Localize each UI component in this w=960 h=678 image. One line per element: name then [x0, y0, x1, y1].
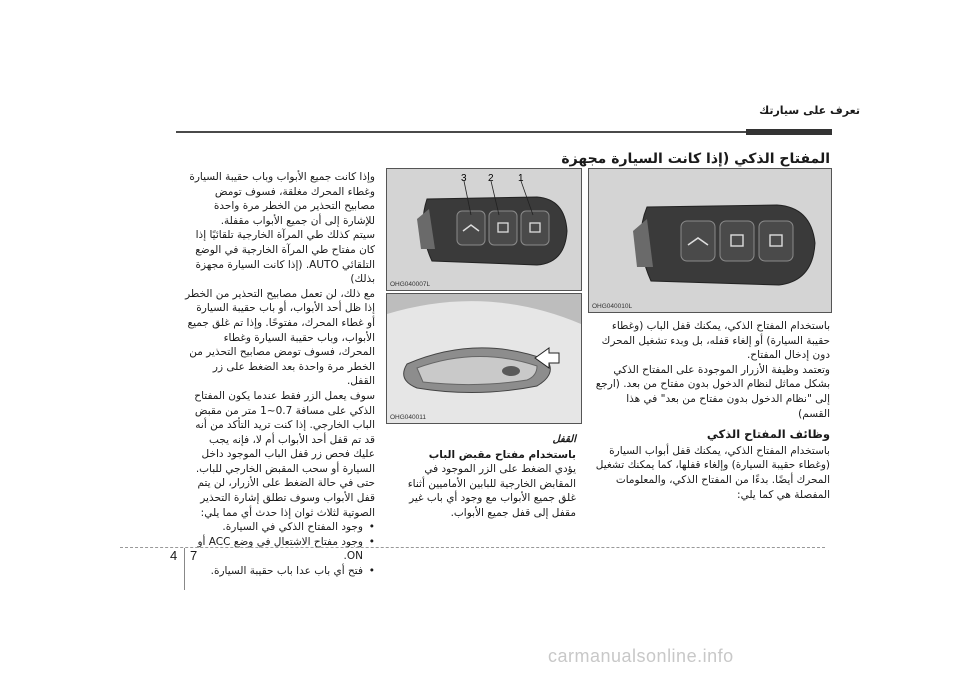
list-item: • وجود مفتاح الاشتعال في وضع ACC أو ON.: [185, 535, 375, 564]
list-item: • وجود المفتاح الذكي في السيارة.: [185, 520, 375, 535]
paragraph: باستخدام المفتاح الذكي، يمكنك قفل الباب (وغطاء حقيبة السيارة) أو إلغاء قفله، بل وبدء تشغيل المحرك دون إدخال المفتاح.: [601, 320, 830, 362]
bullet-list: [185, 520, 375, 578]
middle-text-column: [394, 433, 576, 521]
caption-door-handle: باستخدام مفتاح مقبض الباب: [428, 448, 576, 461]
caption-lock: القفل: [552, 434, 576, 445]
callout-2: 2: [488, 173, 494, 184]
paragraph: حتى في حالة الضغط على الأزرار، لن يتم قفل الأبواب وسوف تطلق إشارة التحذير الصوتية لثلاث ثوان إذا حدث أي مما يلي:: [197, 477, 375, 519]
key-fob-figure: [588, 168, 832, 313]
key-fob-illustration: [387, 169, 581, 290]
figure-code: OHG040011: [390, 414, 427, 421]
header-rule: [176, 131, 830, 133]
list-item: • فتح أي باب عدا باب حقيبة السيارة.: [185, 564, 375, 579]
door-handle-figure: [386, 293, 582, 424]
page-number: 7: [190, 548, 198, 563]
left-text-column: [185, 170, 375, 579]
paragraph: سوف يعمل الزر فقط عندما يكون المفتاح الذكي على مسافة 0.7~1 متر من مقبض الباب الخارجي. إذا كنت تريد التأكد من أنه قد تم قفل أحد الأبواب أم لا، فإنه يجب عليك فحص زر قفل الباب الموجود داخل السيارة أو سحب المقبض الخارجي للباب.: [194, 389, 375, 475]
paragraph: وإذا كانت جميع الأبواب وباب حقيبة السيارة وغطاء المحرك مغلقة، فسوف تومض مصابيح التحذير من الخطر مرة واحدة للإشارة إلى أن جميع الأبواب مقفلة.: [189, 171, 375, 227]
chapter-title: تعرف على سيارتك: [759, 104, 860, 117]
header-tab-marker: [746, 129, 832, 135]
footer-divider: [184, 548, 185, 590]
watermark: carmanualsonline.info: [548, 646, 734, 666]
section-heading: المفتاح الذكي (إذا كانت السيارة مجهزة: [561, 151, 830, 167]
door-handle-illustration: [387, 294, 581, 423]
paragraph: مع ذلك، لن تعمل مصابيح التحذير من الخطر إذا ظل أحد الأبواب، أو باب حقيبة السيارة أو غطاء المحرك، مفتوحًا. وإذا تم غلق جميع الأبواب، وباب حقيبة السيارة وغطاء المحرك، فسوف تومض مصابيح التحذير من الخطر مرة واحدة بعد الضغط على زر القفل.: [185, 287, 375, 388]
figure-code: OHG040007L: [390, 281, 431, 288]
footer-rule: [120, 547, 825, 548]
figure-code: OHG040010L: [592, 303, 633, 310]
callout-1: 1: [518, 173, 524, 184]
paragraph: وتعتمد وظيفة الأزرار الموجودة على المفتاح الذكي بشكل مماثل لنظام الدخول بدون مفتاح من بعد. (ارجع إلى "نظام الدخول بدون مفتاح من بعد" في هذا القسم): [595, 363, 830, 420]
callout-3: 3: [461, 173, 467, 184]
subsection-heading: وظائف المفتاح الذكي: [706, 427, 830, 442]
paragraph: يؤدي الضغط على الزر الموجود في المقابض الخارجية للبابين الأماميين أثناء غلق جميع الأبواب مع وجود أي باب غير مقفل إلى قفل جميع الأبواب.: [407, 463, 576, 519]
paragraph: سيتم كذلك طي المرآة الخارجية تلقائيًا إذا كان مفتاح طي المرآة الخارجية في الوضع التلقائي AUTO. (إذا كانت السيارة مجهزة بذلك): [195, 229, 375, 286]
paragraph: باستخدام المفتاح الذكي، يمكنك قفل أبواب السيارة (وغطاء حقيبة السيارة) وإلغاء قفلها، كما يمكنك تشغيل المحرك أيضًا. بدءًا من المفتاح الذكي، والمعلومات المفصلة هي كما يلي:: [595, 444, 830, 501]
right-text-column: [592, 319, 830, 502]
page-number-chapter: 4: [170, 548, 178, 563]
key-fob-illustration: [589, 169, 831, 312]
key-fob-figure-numbered: [386, 168, 582, 291]
